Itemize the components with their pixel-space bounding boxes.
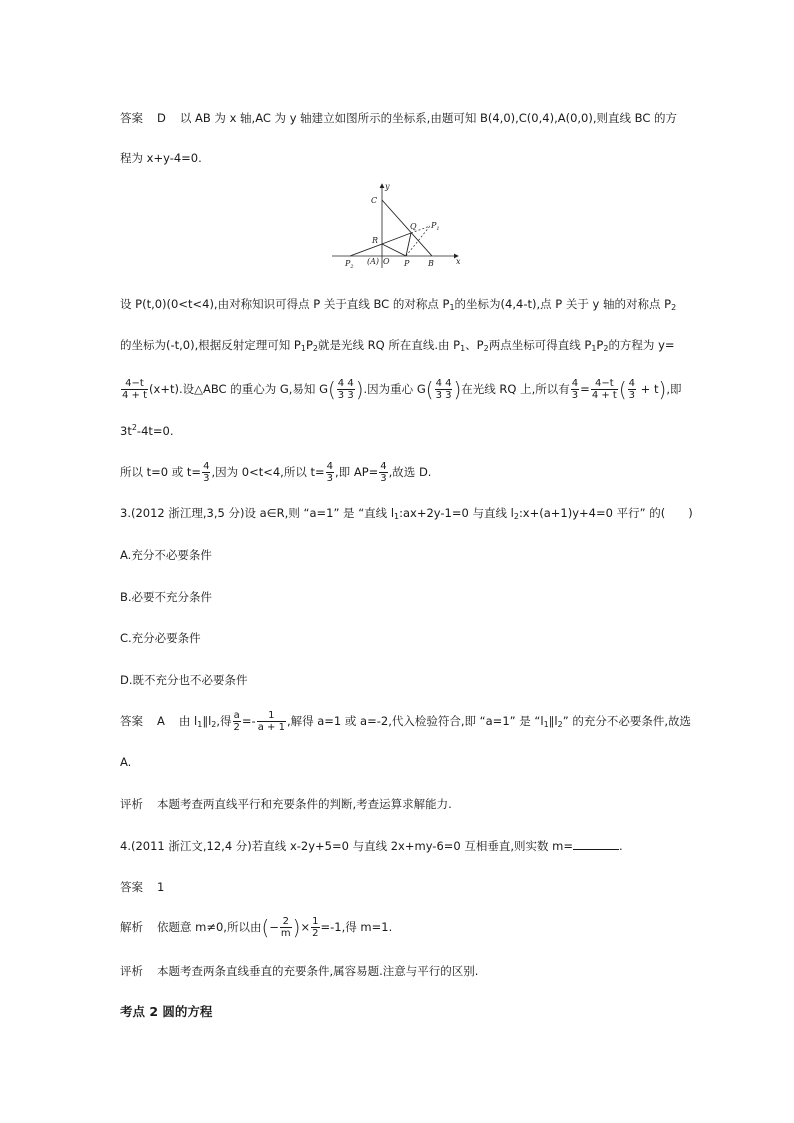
subscript: 1 [591, 344, 597, 353]
numerator: 4 [628, 378, 636, 389]
text: + t [637, 382, 659, 396]
paren: ) [658, 377, 667, 402]
text: ,即 AP= [335, 465, 379, 479]
subscript: 1 [300, 344, 306, 353]
denominator: 2 [312, 928, 319, 939]
subscript: 2 [671, 303, 677, 312]
fraction [337, 378, 355, 401]
segment-p2r [350, 244, 382, 256]
paren: ) [292, 915, 301, 940]
numerator: 1 [257, 710, 286, 722]
text: 的方程为 y= [608, 338, 675, 352]
paren: ( [618, 377, 627, 402]
label-p: P [404, 259, 410, 268]
segment-pr [382, 244, 406, 256]
q3-option-c: C.充分必要条件 [120, 631, 201, 645]
label-a: (A) [367, 257, 380, 266]
text: ,故选 D. [388, 465, 432, 479]
q4-answer [120, 879, 164, 895]
fraction [311, 916, 319, 939]
solution-line-1 [120, 296, 676, 316]
denominator: 3 3 [435, 390, 452, 401]
paren: ) [355, 377, 364, 402]
fraction [326, 461, 334, 484]
subscript: 2 [483, 344, 489, 353]
answer-value: 1 [157, 880, 165, 894]
denominator: 3 [326, 473, 334, 484]
solution-line-5 [120, 460, 431, 484]
text: 在光线 RQ 上,所以有 [461, 382, 570, 396]
text: 依题意 m≠0,所以由 [157, 920, 262, 934]
text: . [619, 839, 623, 853]
solution-line-3 [120, 376, 681, 403]
subscript: 2 [211, 720, 217, 729]
denominator: 3 [571, 390, 579, 401]
text: :x+(a+1)y+4=0 平行” 的( ) [518, 506, 693, 520]
minus: − [269, 920, 279, 934]
text: :ax+2y-1=0 与直线 l [399, 506, 514, 520]
ray-rq [382, 233, 411, 244]
numerator: 4 [380, 461, 387, 472]
text: × [300, 920, 311, 934]
paren: ( [261, 915, 270, 940]
numerator: 4 4 [435, 378, 452, 389]
text: ,解得 a=1 或 a=-2,代入检验符合,即 “a=1” 是 “l [286, 714, 544, 728]
superscript: 2 [131, 423, 137, 432]
answer-blank [573, 839, 619, 850]
p2-answer-line [120, 110, 677, 126]
denominator: 3 [380, 473, 387, 484]
comment-label: 评析 [120, 797, 143, 811]
denominator: 3 [628, 390, 636, 401]
q3-stem [120, 505, 693, 525]
subscript: 1 [197, 720, 203, 729]
fraction [202, 461, 210, 484]
denominator: 4 + t [591, 390, 617, 401]
denominator: 3 [203, 473, 210, 484]
comment-label: 评析 [120, 964, 143, 978]
label-p2: $P_2$ [345, 259, 354, 270]
q3-answer-cont: A. [120, 755, 132, 769]
label-b: B [428, 259, 434, 268]
text: 就是光线 RQ 所在直线.由 P [317, 338, 461, 352]
text: =-1,得 m=1. [320, 920, 393, 934]
numerator: 4−t [591, 378, 618, 390]
numerator: 4 [326, 461, 334, 472]
subscript: 2 [603, 344, 609, 353]
fraction [591, 378, 618, 401]
text: 所以 t=0 或 t= [120, 465, 202, 479]
fraction [233, 710, 241, 733]
text: ,得 [216, 714, 232, 728]
denominator: m [280, 928, 291, 939]
subscript: 1 [460, 344, 466, 353]
label-q: Q [410, 222, 417, 231]
denominator: a + 1 [257, 722, 285, 733]
text: 3.(2012 浙江理,3,5 分)设 a∈R,则 “a=1” 是 “直线 l [120, 506, 395, 520]
numerator: 2 [280, 916, 292, 928]
fraction [257, 710, 286, 733]
paren: ( [327, 377, 336, 402]
solution-line-4 [120, 420, 174, 439]
fraction [121, 378, 148, 401]
paren: ) [453, 377, 462, 402]
answer-label: 答案 [120, 714, 143, 728]
label-p1: $P_1$ [431, 221, 440, 232]
text: ” 的充分不必要条件,故选 [562, 714, 691, 728]
p2-answer-cont: 程为 x+y-4=0. [120, 151, 202, 165]
subscript: 2 [557, 720, 563, 729]
answer-text: 以 AB 为 x 轴,AC 为 y 轴建立如图所示的坐标系,由题可知 B(4,0),C(0,4),A(0,0),则直线 BC 的方 [179, 111, 678, 125]
text: 、P [465, 338, 484, 352]
subscript: 1 [543, 720, 549, 729]
text: ,因为 0<t<4,所以 t= [211, 465, 325, 479]
subscript: 1 [394, 512, 400, 521]
numerator: 4 [571, 378, 579, 389]
fraction [379, 461, 387, 484]
text: P [596, 338, 604, 352]
text: ∥l [202, 714, 212, 728]
denominator: 4 + t [122, 390, 148, 401]
answer-label: 答案 [120, 111, 143, 125]
comment-text: 本题考查两直线平行和充要条件的判断,考查运算求解能力. [157, 797, 452, 811]
answer-choice: D [157, 111, 166, 125]
text: 的坐标为(4,4-t),点 P 关于 y 轴的对称点 P [454, 297, 672, 311]
numerator: 4 [203, 461, 210, 472]
fraction [628, 378, 636, 401]
text: (x+t).设△ABC 的重心为 G,易知 G [149, 382, 328, 396]
comment-text: 本题考查两条直线垂直的充要条件,属容易题.注意与平行的区别. [157, 964, 479, 978]
fraction [280, 916, 292, 939]
subscript: 1 [449, 303, 455, 312]
solution-line-2 [120, 337, 675, 357]
label-y: y [385, 182, 390, 191]
answer-choice: A [157, 714, 165, 728]
fraction [435, 378, 453, 401]
label-r: R [372, 236, 379, 245]
numerator: a [233, 710, 240, 721]
text: P [305, 338, 313, 352]
text: ,即 [666, 382, 682, 396]
numerator: 1 [312, 916, 319, 927]
label-o: O [383, 257, 390, 266]
fraction [571, 378, 579, 401]
text: -4t=0. [136, 424, 174, 438]
q3-answer [120, 708, 691, 738]
text: = [580, 382, 590, 396]
text: 3t [120, 424, 132, 438]
numerator: 4 4 [337, 378, 354, 389]
text: 两点坐标可得直线 P [488, 338, 592, 352]
text: .因为重心 G [363, 382, 426, 396]
text: 的坐标为(-t,0),根据反射定理可知 P [120, 338, 301, 352]
paren: ( [425, 377, 434, 402]
label-x: x [456, 257, 461, 266]
text: 由 l [178, 714, 198, 728]
text: 设 P(t,0)(0<t<4),由对称知识可得点 P 关于直线 BC 的对称点 P [120, 297, 450, 311]
section-heading: 考点 2 圆的方程 [120, 1004, 213, 1019]
q4-stem [120, 838, 623, 854]
label-c: C [371, 196, 378, 205]
denominator: 2 [233, 722, 240, 733]
subscript: 2 [513, 512, 519, 521]
analysis-label: 解析 [120, 920, 143, 934]
q4-comment [120, 963, 478, 979]
coordinate-figure [330, 180, 470, 270]
subscript: 2 [312, 344, 318, 353]
q3-option-a: A.充分不必要条件 [120, 548, 212, 562]
text: 4.(2011 浙江文,12,4 分)若直线 x-2y+5=0 与直线 2x+my-6=0 互相垂直,则实数 m= [120, 839, 574, 853]
text: =- [241, 714, 256, 728]
q3-option-b: B.必要不充分条件 [120, 590, 213, 604]
numerator: 4−t [121, 378, 148, 390]
denominator: 3 3 [337, 390, 354, 401]
q4-analysis [120, 914, 392, 941]
q3-option-d: D.既不充分也不必要条件 [120, 673, 248, 687]
q3-comment [120, 796, 452, 812]
text: ∥l [548, 714, 558, 728]
answer-label: 答案 [120, 880, 143, 894]
